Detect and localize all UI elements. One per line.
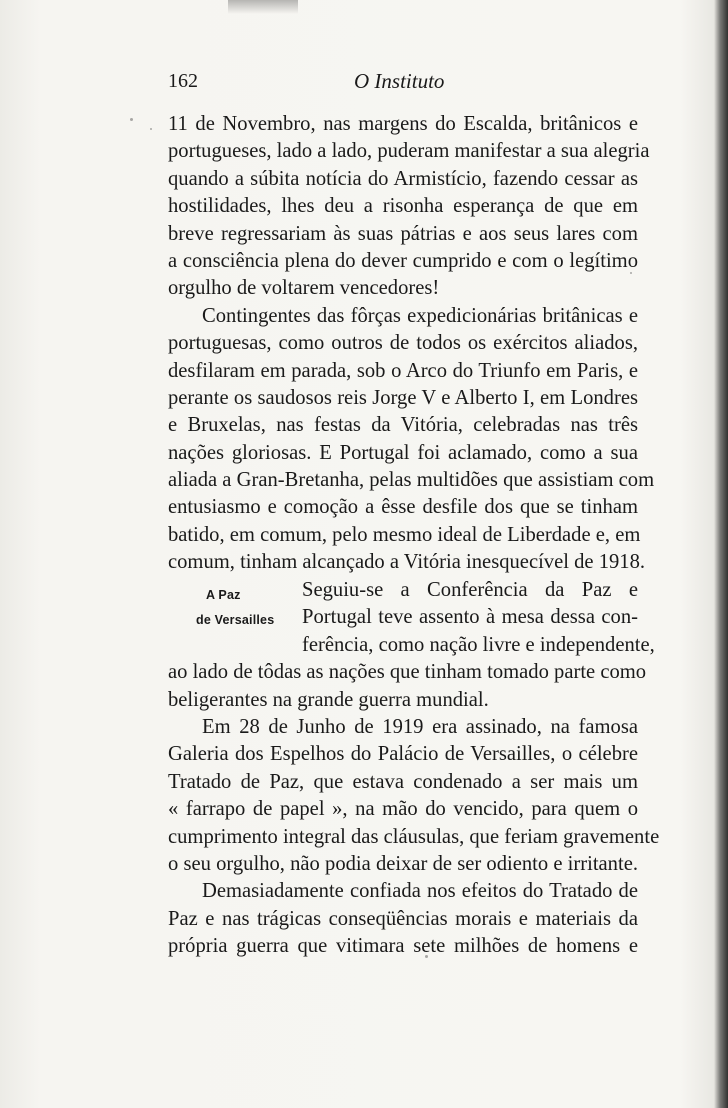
text-line: perante os saudosos reis Jorge V e Alberto I, em Londres	[168, 386, 638, 409]
paragraph	[168, 111, 650, 303]
text-line: o seu orgulho, não podia deixar de ser odiento e irritante.	[168, 852, 638, 875]
text-line: Paz e nas trágicas conseqüências morais e materiais da	[168, 907, 638, 930]
running-head	[168, 66, 638, 96]
marginal-note-line-1: A Paz	[206, 588, 241, 602]
paragraph	[168, 577, 655, 714]
text-line: portugueses, lado a lado, puderam manifestar a sua alegria	[168, 140, 650, 163]
text-line: Portugal teve assento à mesa dessa con-	[302, 606, 638, 629]
text-block-versailles	[168, 577, 660, 960]
text-line: « farrapo de papel », na mão do vencido, para quem o	[168, 798, 638, 821]
journal-title: O Instituto	[354, 69, 445, 93]
page-number: 162	[168, 70, 198, 92]
text-line: cumprimento integral das cláusulas, que feriam gravemente	[168, 825, 660, 848]
text-line: breve regressariam às suas pátrias e aos seus lares com	[168, 222, 638, 245]
text-line: batido, em comum, pelo mesmo ideal de Liberdade e, em	[168, 523, 641, 546]
marginal-note-line-2: de Versailles	[196, 613, 275, 627]
scan-speck	[130, 118, 133, 121]
text-line: hostilidades, lhes deu a risonha esperança de que em	[168, 195, 638, 218]
text-line: ao lado de tôdas as nações que tinham tomado parte como	[168, 661, 647, 684]
text-line: e Bruxelas, nas festas da Vitória, celebradas nas três	[168, 414, 638, 437]
text-line: Galeria dos Espelhos do Palácio de Versailles, o célebre	[168, 743, 638, 766]
text-line: Demasiadamente confiada nos efeitos do Tratado de	[202, 880, 638, 903]
scan-smudge	[228, 0, 298, 14]
text-line: nações gloriosas. E Portugal foi aclamado, como a sua	[168, 441, 638, 464]
text-line: aliada a Gran-Bretanha, pelas multidões que assistiam com	[168, 469, 655, 492]
text-line: entusiasmo e comoção a êsse desfile dos que se tinham	[168, 496, 638, 519]
text-line: quando a súbita notícia do Armistício, fazendo cessar as	[168, 167, 638, 190]
text-line: Seguiu-se a Conferência da Paz e	[302, 579, 638, 601]
text-line: própria guerra que vitimara sete milhões de homens e	[168, 935, 638, 958]
page-edge-shadow	[714, 0, 728, 1108]
text-line: orgulho de voltarem vencedores!	[168, 277, 440, 300]
text-line: Tratado de Paz, que estava condenado a ser mais um	[168, 770, 638, 793]
paragraph	[168, 878, 638, 960]
text-line: Contingentes das fôrças expedicionárias britânicas e	[202, 304, 638, 327]
paragraph	[168, 714, 660, 878]
text-line: desfilaram em parada, sob o Arco do Triunfo em Paris, e	[168, 359, 638, 382]
text-line: Em 28 de Junho de 1919 era assinado, na famosa	[202, 715, 638, 738]
text-line: beligerantes na grande guerra mundial.	[168, 688, 489, 711]
text-block-armistice	[168, 111, 655, 577]
text-line: portuguesas, como outros de todos os exércitos aliados,	[168, 332, 638, 355]
text-line: comum, tinham alcançado a Vitória inesquecível de 1918.	[168, 551, 646, 574]
paragraph	[168, 303, 655, 577]
text-line: 11 de Novembro, nas margens do Escalda, britânicos e	[168, 113, 638, 135]
text-line: ferência, como nação livre e independente,	[302, 633, 655, 656]
scan-speck	[150, 128, 152, 130]
text-line: a consciência plena do dever cumprido e com o legítimo	[168, 249, 638, 272]
